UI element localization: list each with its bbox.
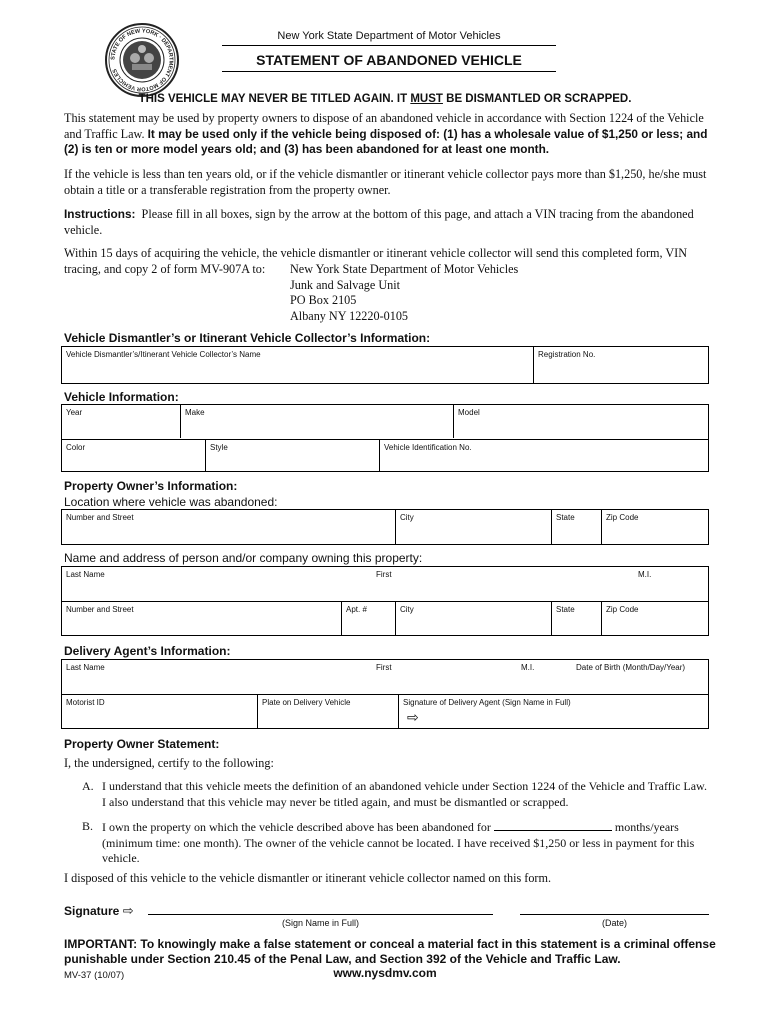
owner-mi-field[interactable]: M.I. [638, 570, 652, 579]
sign-caption: (Sign Name in Full) [281, 918, 360, 928]
registration-no-field[interactable]: Registration No. [538, 350, 596, 359]
statement-intro: I, the undersigned, certify to the following: [64, 756, 274, 770]
owner-city-field[interactable]: City [400, 605, 414, 614]
svg-text:STATE OF NEW YORK · DEPARTMENT: STATE OF NEW YORK · DEPARTMENT OF MOTOR VEHICLES [110, 28, 174, 92]
mailing-paragraph: Within 15 days of acquiring the vehicle, the vehicle dismantler or itinerant vehicle collector will send this completed form, VIN tracing, and copy 2 of form MV-907A to: [64, 246, 688, 276]
important-notice: IMPORTANT: To knowingly make a false statement or conceal a material fact in this statement is a criminal offense punishable under Section 210.45 of the Penal Law, and Section 392 of the Vehicle and Traffic Law. [64, 937, 716, 966]
year-field[interactable]: Year [66, 408, 83, 417]
agent-first-name-field[interactable]: First [376, 663, 392, 672]
model-field[interactable]: Model [458, 408, 480, 417]
right-arrow-icon: ⇨ [122, 903, 134, 918]
delivery-plate-field[interactable]: Plate on Delivery Vehicle [262, 698, 351, 707]
location-zip-field[interactable]: Zip Code [606, 513, 639, 522]
intro-paragraph: This statement may be used by property owners to dispose of an abandoned vehicle in accordance with Section 1224 of the Vehicle and Traffic Law. It may be used only if the vehicle being disposed of: (1) has a wholesale value of $1,250 or less; and (2) is ten or more model years old; and (3) has been abandoned for at least one month. [64, 111, 708, 156]
color-field[interactable]: Color [66, 443, 86, 452]
agent-mi-field[interactable]: M.I. [521, 663, 535, 672]
warning-banner: THIS VEHICLE MAY NEVER BE TITLED AGAIN. IT MUST BE DISMANTLED OR SCRAPPED. [138, 93, 632, 105]
title-requirement-paragraph: If the vehicle is less than ten years old, or if the vehicle dismantler or itinerant vehicle collector pays more than $1,250, he/she must obtain a title or a transferable registration from the property owner. [64, 167, 707, 197]
vin-field[interactable]: Vehicle Identification No. [384, 443, 472, 452]
owner-apt-field[interactable]: Apt. # [346, 605, 367, 614]
disposed-statement: I disposed of this vehicle to the vehicle dismantler or itinerant vehicle collector named on this form. [64, 871, 552, 885]
instructions-paragraph: Instructions: Please fill in all boxes, sign by the arrow at the bottom of this page, and attach a VIN tracing from the abandoned vehicle. [64, 207, 694, 237]
form-title: STATEMENT OF ABANDONED VEHICLE [256, 52, 522, 68]
duration-input[interactable] [494, 819, 612, 831]
vehicle-heading: Vehicle Information: [64, 390, 179, 404]
statement-heading: Property Owner Statement: [64, 737, 220, 751]
property-owner-box [61, 566, 709, 636]
dismantler-name-field[interactable]: Vehicle Dismantler’s/Itinerant Vehicle Collector’s Name [66, 350, 261, 359]
property-owner-subheading: Name and address of person and/or company owning this property: [64, 551, 423, 565]
make-field[interactable]: Make [185, 408, 205, 417]
form-number: MV-37 (10/07) [64, 970, 125, 981]
dismantler-box [61, 346, 709, 384]
date-line[interactable] [520, 914, 709, 915]
header-rule [222, 45, 556, 46]
location-box [61, 509, 709, 545]
owner-signature-line[interactable] [148, 914, 493, 915]
style-field[interactable]: Style [210, 443, 228, 452]
mailing-address: New York State Department of Motor Vehicles Junk and Salvage Unit PO Box 2105 Albany NY 12220-0105 [290, 262, 519, 323]
owner-first-name-field[interactable]: First [376, 570, 392, 579]
date-caption: (Date) [601, 918, 627, 928]
owner-zip-field[interactable]: Zip Code [606, 605, 639, 614]
statement-a: A. I understand that this vehicle meets the definition of an abandoned vehicle under Section 1224 of the Vehicle and Traffic Law. I also understand that this vehicle may never be titled again, and must be dismantled or scrapped. [82, 779, 707, 809]
owner-heading: Property Owner’s Information: [64, 479, 238, 493]
agent-signature-field[interactable]: Signature of Delivery Agent (Sign Name in Full) ⇨ [399, 695, 708, 728]
agent-dob-field[interactable]: Date of Birth (Month/Day/Year) [576, 663, 686, 672]
dismantler-heading: Vehicle Dismantler’s or Itinerant Vehicle Collector’s Information: [64, 331, 431, 345]
website-url: www.nysdmv.com [333, 966, 437, 980]
location-subheading: Location where vehicle was abandoned: [64, 495, 278, 509]
agent-heading: Delivery Agent’s Information: [64, 644, 231, 658]
state-seal-icon [104, 22, 180, 98]
location-city-field[interactable]: City [400, 513, 414, 522]
owner-last-name-field[interactable]: Last Name [66, 570, 105, 579]
statement-b: B. I own the property on which the vehicle described above has been abandoned for months/years (minimum time: one month). The owner of the vehicle cannot be located. I have received $1,250 or less in payment for this vehicle. [82, 819, 695, 865]
location-state-field[interactable]: State [556, 513, 575, 522]
vehicle-box [61, 404, 709, 472]
agent-box [61, 659, 709, 729]
owner-street-field[interactable]: Number and Street [66, 605, 134, 614]
owner-state-field[interactable]: State [556, 605, 575, 614]
title-rule [222, 71, 556, 72]
signature-label: Signature ⇨ [64, 903, 134, 918]
motorist-id-field[interactable]: Motorist ID [66, 698, 105, 707]
agent-last-name-field[interactable]: Last Name [66, 663, 105, 672]
right-arrow-icon: ⇨ [407, 709, 419, 725]
agency-name: New York State Department of Motor Vehicles [277, 30, 501, 42]
location-street-field[interactable]: Number and Street [66, 513, 134, 522]
